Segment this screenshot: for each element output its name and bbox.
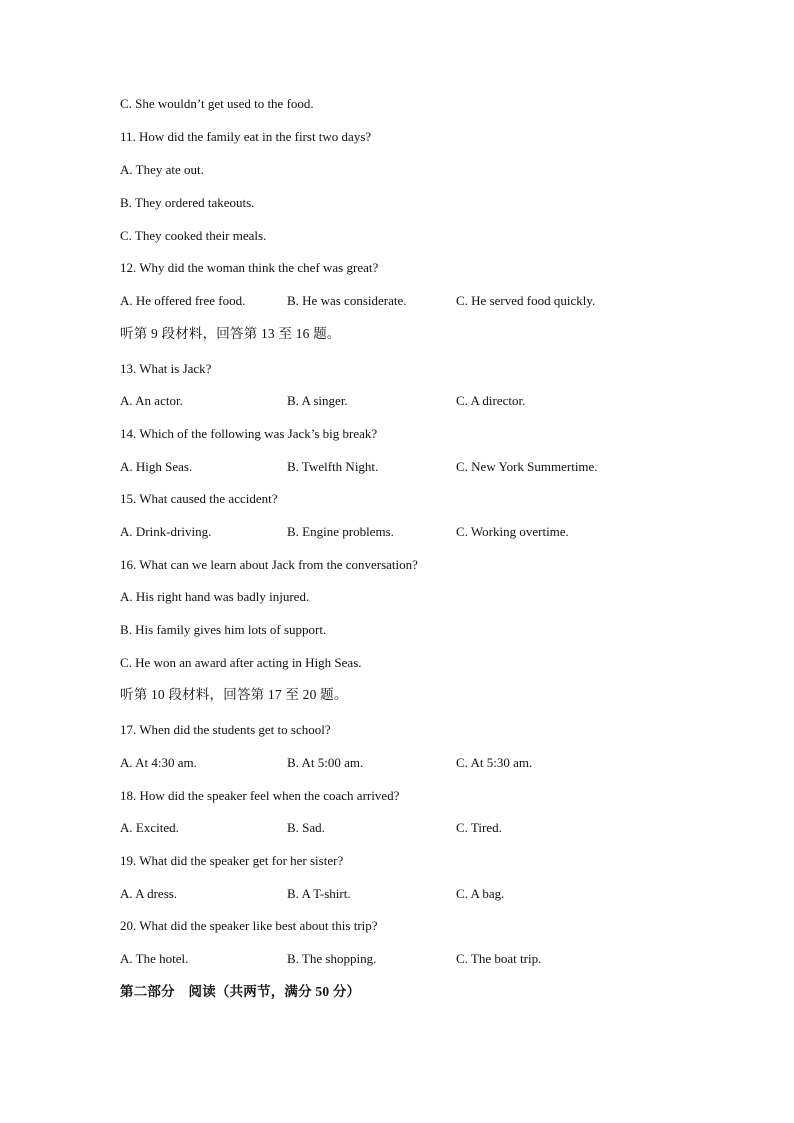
q16-option-b: B. His family gives him lots of support. bbox=[120, 622, 327, 637]
q18-stem: 18. How did the speaker feel when the coach arrived? bbox=[120, 788, 400, 803]
q20-option-a: A. The hotel. bbox=[120, 951, 189, 966]
q15-stem: 15. What caused the accident? bbox=[120, 491, 278, 506]
q15-option-c: C. Working overtime. bbox=[456, 524, 569, 539]
q11-option-c: C. They cooked their meals. bbox=[120, 228, 267, 243]
q13-option-a: A. An actor. bbox=[120, 393, 183, 408]
q12-option-b: B. He was considerate. bbox=[287, 293, 407, 308]
q19-option-b: B. A T-shirt. bbox=[287, 886, 351, 901]
q11-option-b: B. They ordered takeouts. bbox=[120, 195, 255, 210]
q17-option-a: A. At 4:30 am. bbox=[120, 755, 197, 770]
q16-stem: 16. What can we learn about Jack from the conversation? bbox=[120, 557, 418, 572]
q13-option-c: C. A director. bbox=[456, 393, 526, 408]
q12-option-a: A. He offered free food. bbox=[120, 293, 246, 308]
part-2-heading: 第二部分 阅读（共两节，满分 50 分） bbox=[120, 984, 361, 999]
q15-option-b: B. Engine problems. bbox=[287, 524, 394, 539]
q18-option-a: A. Excited. bbox=[120, 820, 179, 835]
q20-option-c: C. The boat trip. bbox=[456, 951, 542, 966]
q14-stem: 14. Which of the following was Jack’s big break? bbox=[120, 426, 378, 441]
q17-stem: 17. When did the students get to school? bbox=[120, 722, 331, 737]
q14-option-a: A. High Seas. bbox=[120, 459, 193, 474]
q14-option-b: B. Twelfth Night. bbox=[287, 459, 379, 474]
q11-stem: 11. How did the family eat in the first two days? bbox=[120, 129, 372, 144]
q19-option-c: C. A bag. bbox=[456, 886, 505, 901]
q17-option-b: B. At 5:00 am. bbox=[287, 755, 364, 770]
q12-stem: 12. Why did the woman think the chef was great? bbox=[120, 260, 379, 275]
q11-option-a: A. They ate out. bbox=[120, 162, 204, 177]
q18-option-b: B. Sad. bbox=[287, 820, 325, 835]
q13-option-b: B. A singer. bbox=[287, 393, 348, 408]
q17-option-c: C. At 5:30 am. bbox=[456, 755, 533, 770]
q13-stem: 13. What is Jack? bbox=[120, 361, 212, 376]
q18-option-c: C. Tired. bbox=[456, 820, 502, 835]
q20-stem: 20. What did the speaker like best about this trip? bbox=[120, 918, 378, 933]
q10-option-c: C. She wouldn’t get used to the food. bbox=[120, 96, 314, 111]
q14-option-c: C. New York Summertime. bbox=[456, 459, 598, 474]
q15-option-a: A. Drink-driving. bbox=[120, 524, 212, 539]
q20-option-b: B. The shopping. bbox=[287, 951, 377, 966]
section-10-instruction: 听第 10 段材料，回答第 17 至 20 题。 bbox=[120, 687, 348, 702]
q12-option-c: C. He served food quickly. bbox=[456, 293, 596, 308]
q19-option-a: A. A dress. bbox=[120, 886, 178, 901]
q19-stem: 19. What did the speaker get for her sister? bbox=[120, 853, 344, 868]
q16-option-a: A. His right hand was badly injured. bbox=[120, 589, 310, 604]
section-9-instruction: 听第 9 段材料，回答第 13 至 16 题。 bbox=[120, 326, 341, 341]
q16-option-c: C. He won an award after acting in High Seas. bbox=[120, 655, 362, 670]
